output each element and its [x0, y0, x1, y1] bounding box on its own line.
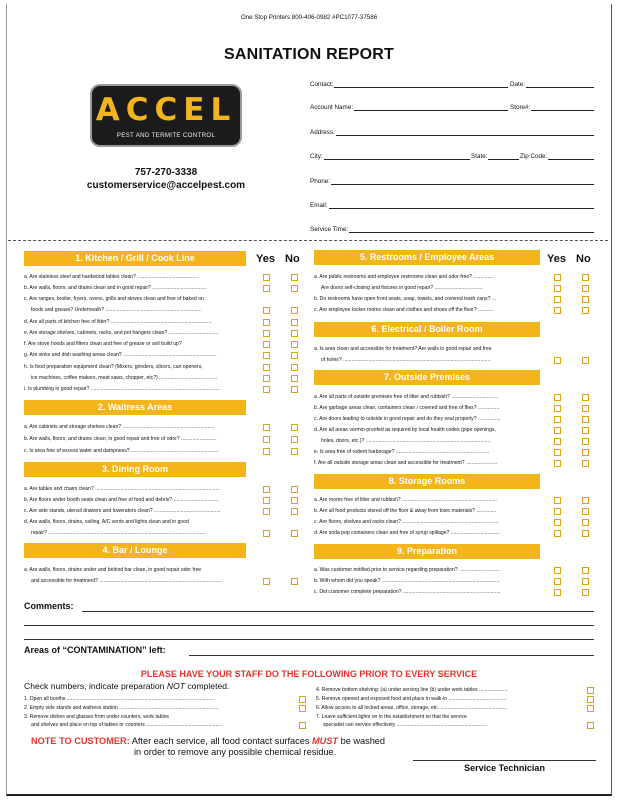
phone-label: Phone:: [310, 178, 330, 185]
store-number-label: Store#:: [510, 104, 531, 111]
kitchen-g-no-checkbox[interactable]: [291, 352, 298, 359]
account-name-label: Account Name:: [310, 104, 354, 111]
prep-item-3: 3. Remove dishes and glasses from under counters, work tables: [24, 714, 169, 720]
email-field[interactable]: [310, 202, 594, 209]
storage-b-yes-checkbox[interactable]: [554, 508, 561, 515]
service-time-label: Service Time:: [310, 226, 349, 233]
address-label: Address:: [310, 129, 335, 136]
dining-q-b: b. Are floors under booth seats clean and free of food and debris? ................................: [24, 497, 219, 503]
no-header-left: No: [285, 253, 300, 265]
company-email: customerservice@accelpest.com: [86, 180, 246, 191]
outside-e-yes-checkbox[interactable]: [554, 449, 561, 456]
zip-code-label: Zip Code:: [520, 153, 548, 160]
preparation-b-yes-checkbox[interactable]: [554, 578, 561, 585]
contamination-line[interactable]: [189, 655, 594, 656]
kitchen-q-h-cont: ice machines, coffee makers, meat saws, chopper, etc?) .........................................: [31, 375, 218, 381]
outside-c-yes-checkbox[interactable]: [554, 416, 561, 423]
preparation-b-no-checkbox[interactable]: [582, 578, 589, 585]
prep-item-4: 4. Remove bottom shelving: (a) under serving line (b) under work tables ....................: [316, 687, 508, 693]
service-time-field[interactable]: [310, 226, 594, 233]
comments-line-3[interactable]: [24, 639, 594, 640]
kitchen-q-e: e. Are storage shelves, cabinets, racks, and pot hangers clean? ...................................: [24, 330, 219, 336]
electrical-q-a: a. Is area clean and accessible for treatment? Are walls in good repair and free: [314, 346, 492, 352]
restrooms-c-no-checkbox[interactable]: [582, 307, 589, 314]
bar-a-no-checkbox[interactable]: [291, 578, 298, 585]
restrooms-c-yes-checkbox[interactable]: [554, 307, 561, 314]
prep-item-2: 2. Empty side stands and waitress station ......................................................................: [24, 705, 219, 711]
outside-q-e: e. Is area free of rodent harborage? ..................................................................: [314, 449, 490, 455]
check-instructions: [24, 681, 229, 691]
waitress-a-no-checkbox[interactable]: [291, 424, 298, 431]
waitress-c-yes-checkbox[interactable]: [263, 448, 270, 455]
kitchen-f-no-checkbox[interactable]: [291, 341, 298, 348]
city-label: City:: [310, 153, 323, 160]
address-field[interactable]: [310, 129, 594, 136]
kitchen-c-yes-checkbox[interactable]: [263, 307, 270, 314]
dining-a-no-checkbox[interactable]: [291, 486, 298, 493]
kitchen-d-yes-checkbox[interactable]: [263, 319, 270, 326]
kitchen-q-c-cont: foods and grease? Underneath? ....................................................................: [31, 307, 202, 313]
kitchen-e-no-checkbox[interactable]: [291, 330, 298, 337]
dining-b-no-checkbox[interactable]: [291, 497, 298, 504]
kitchen-b-yes-checkbox[interactable]: [263, 285, 270, 292]
dining-d-yes-checkbox[interactable]: [263, 530, 270, 537]
customer-note-line-2: in order to remove any possible chemical residue.: [134, 747, 337, 757]
kitchen-h1-yes-checkbox[interactable]: [263, 364, 270, 371]
kitchen-d-no-checkbox[interactable]: [291, 319, 298, 326]
outside-e-no-checkbox[interactable]: [582, 449, 589, 456]
restrooms-q-c: c. Are employee locker rooms clean and clothes and shoes off the floor? ...........: [314, 307, 494, 313]
email-label: Email:: [310, 202, 328, 209]
city-field[interactable]: [310, 153, 470, 160]
electrical-a-no-checkbox[interactable]: [582, 357, 589, 364]
kitchen-q-i: i. Is plumbing in good repair? ...........................................................................................: [24, 386, 220, 392]
staff-heading: PLEASE HAVE YOUR STAFF DO THE FOLLOWING PRIOR TO EVERY SERVICE: [140, 669, 478, 679]
date-field[interactable]: [510, 81, 594, 88]
kitchen-e-yes-checkbox[interactable]: [263, 330, 270, 337]
check-intro-not: NOT: [166, 681, 185, 691]
section-restrooms-title: 5. Restrooms / Employee Areas: [314, 250, 540, 265]
technician-label: Service Technician: [464, 763, 545, 773]
restrooms-q-a: a. Are public restrooms and employee restrooms clean and odor-free? ..............: [314, 274, 494, 280]
outside-a-no-checkbox[interactable]: [582, 394, 589, 401]
bar-a-yes-checkbox[interactable]: [263, 578, 270, 585]
prep-item-5: 5. Remove opened and exposed food and place in walk-in .........................................: [316, 696, 507, 702]
prep-1-checkbox[interactable]: [299, 696, 306, 703]
kitchen-i-no-checkbox[interactable]: [291, 386, 298, 393]
section-storage-title: 8. Storage Rooms: [314, 474, 540, 489]
restrooms-b-no-checkbox[interactable]: [582, 296, 589, 303]
kitchen-q-g: g. Are sinks and dish washing areas clean? ..................................................................: [24, 352, 217, 358]
outside-q-a: a. Are all parts of outside premises free of litter and rubbish? .................................: [314, 394, 499, 400]
kitchen-h2-no-checkbox[interactable]: [291, 375, 298, 382]
kitchen-h2-yes-checkbox[interactable]: [263, 375, 270, 382]
note-must: MUST: [312, 736, 339, 746]
kitchen-q-h: h. Is food preparation equipment clean? (Mixers, grinders, slicers, can openers,: [24, 364, 203, 370]
zip-code-field[interactable]: [520, 153, 594, 160]
preparation-c-no-checkbox[interactable]: [582, 589, 589, 596]
note-text-b: be washed: [338, 736, 386, 746]
dining-c-yes-checkbox[interactable]: [263, 508, 270, 515]
bar-q-a: a. Are walls, floors, drains under and behind bar clean, in good repair odor free: [24, 567, 202, 573]
bar-q-a-cont: and accessible for treatment? .......................................................................................: [31, 578, 223, 584]
outside-d1-no-checkbox[interactable]: [582, 427, 589, 434]
outside-f-yes-checkbox[interactable]: [554, 460, 561, 467]
prep-item-7: 7. Leave sufficient lights on in the establishment so that the service: [316, 714, 467, 720]
outside-c-no-checkbox[interactable]: [582, 416, 589, 423]
section-kitchen-title: 1. Kitchen / Grill / Cook Line: [24, 251, 246, 266]
restrooms-a1-yes-checkbox[interactable]: [554, 274, 561, 281]
printer-info: One Stop Printers 800-406-0982 #PC1077-37586: [240, 14, 378, 21]
restrooms-q-a2: Are doors self-closing and fixtures in good repair? ..................................: [321, 285, 483, 291]
restrooms-a1-no-checkbox[interactable]: [582, 274, 589, 281]
waitress-b-yes-checkbox[interactable]: [263, 436, 270, 443]
kitchen-g-yes-checkbox[interactable]: [263, 352, 270, 359]
outside-q-c: c. Are doors leading to outside in good repair and do they seal properly? ................: [314, 416, 501, 422]
contact-label: Contact:: [310, 81, 334, 88]
company-phone: 757-270-3338: [134, 167, 198, 178]
prep-item-3-cont: and shelves and place on top of tables or counters ......................................................: [31, 722, 223, 728]
yes-header-left: Yes: [256, 253, 275, 265]
section-outside-title: 7. Outside Premises: [314, 370, 540, 385]
kitchen-q-f: f. Are stove hoods and filters clean and free of grease or soil build up?: [24, 341, 182, 347]
check-intro-end: completed.: [184, 681, 230, 691]
state-label: State:: [471, 153, 488, 160]
kitchen-h1-no-checkbox[interactable]: [291, 364, 298, 371]
dining-c-no-checkbox[interactable]: [291, 508, 298, 515]
preparation-a-no-checkbox[interactable]: [582, 567, 589, 574]
waitress-b-no-checkbox[interactable]: [291, 436, 298, 443]
waitress-a-yes-checkbox[interactable]: [263, 424, 270, 431]
note-text-a: After each service, all food contact surfaces: [129, 736, 312, 746]
prep-item-6: 6. Allow access to all locked areas, office, storage, etc. ...............................................: [316, 705, 507, 711]
preparation-c-yes-checkbox[interactable]: [554, 589, 561, 596]
phone-field[interactable]: [310, 178, 594, 185]
preparation-a-yes-checkbox[interactable]: [554, 567, 561, 574]
outside-b-no-checkbox[interactable]: [582, 405, 589, 412]
state-field[interactable]: [471, 153, 519, 160]
dining-q-a: a. Are tables and chairs clean? ........................................................................................: [24, 486, 220, 492]
outside-q-b: b. Are garbage areas clean, containers clean / covered and free of flies? ...............: [314, 405, 500, 411]
section-dining-title: 3. Dining Room: [24, 462, 246, 477]
electrical-a-yes-checkbox[interactable]: [554, 357, 561, 364]
kitchen-b-no-checkbox[interactable]: [291, 285, 298, 292]
storage-d-yes-checkbox[interactable]: [554, 530, 561, 537]
prep-6-checkbox[interactable]: [587, 705, 594, 712]
outside-a-yes-checkbox[interactable]: [554, 394, 561, 401]
outside-d2-no-checkbox[interactable]: [582, 438, 589, 445]
section-preparation-title: 9. Preparation: [314, 544, 540, 559]
dining-q-c: c. Are side stands, utensil drawers and lowerators clean? ...............................................: [24, 508, 221, 514]
restrooms-a2-no-checkbox[interactable]: [582, 285, 589, 292]
kitchen-a-no-checkbox[interactable]: [291, 274, 298, 281]
contact-field[interactable]: [310, 81, 508, 88]
dining-q-d-cont: repair? ...............................................................................................................: [31, 530, 206, 536]
contamination-label: Areas of “CONTAMINATION” left:: [24, 645, 166, 655]
technician-signature-line[interactable]: [413, 760, 596, 761]
dining-d-no-checkbox[interactable]: [291, 530, 298, 537]
kitchen-i-yes-checkbox[interactable]: [263, 386, 270, 393]
waitress-q-c: c. Is area free of excess water and dampness? ..............................................................: [24, 448, 219, 454]
storage-c-no-checkbox[interactable]: [582, 519, 589, 526]
outside-q-f: f. Are all outside storage areas clean and accessible for treatment? ......................: [314, 460, 498, 466]
restrooms-q-b: b. Do restrooms have open front seats, soap, towels, and covered trash cans? ...: [314, 296, 497, 302]
outside-d1-yes-checkbox[interactable]: [554, 427, 561, 434]
storage-b-no-checkbox[interactable]: [582, 508, 589, 515]
store-number-field[interactable]: [510, 104, 594, 111]
prep-item-1: 1. Open all booths ........................................................................................................: [24, 696, 214, 702]
electrical-q-a-cont: of holes? ........................................................................................................: [321, 357, 491, 363]
waitress-q-a: a. Are cabinets and storage shelves clean? .................................................................: [24, 424, 215, 430]
comments-line-1[interactable]: [82, 611, 594, 612]
kitchen-a-yes-checkbox[interactable]: [263, 274, 270, 281]
prep-4-checkbox[interactable]: [587, 687, 594, 694]
restrooms-b-yes-checkbox[interactable]: [554, 296, 561, 303]
logo-wordmark: ACCEL: [95, 92, 237, 128]
section-divider: [8, 240, 608, 241]
storage-c-yes-checkbox[interactable]: [554, 519, 561, 526]
dining-q-d: d. Are walls, floors, drains, ceiling, A/C vents and lights clean and in good: [24, 519, 189, 525]
prep-5-checkbox[interactable]: [587, 696, 594, 703]
preparation-q-b: b. With whom did you speak? ...................................................................................: [314, 578, 500, 584]
kitchen-q-a: a. Are stainless steel and hardwood tables clean? ...........................................: [24, 274, 199, 280]
storage-a-no-checkbox[interactable]: [582, 497, 589, 504]
outside-f-no-checkbox[interactable]: [582, 460, 589, 467]
storage-d-no-checkbox[interactable]: [582, 530, 589, 537]
no-header-right: No: [576, 253, 591, 265]
restrooms-a2-yes-checkbox[interactable]: [554, 285, 561, 292]
section-bar-title: 4. Bar / Lounge: [24, 543, 246, 558]
storage-a-yes-checkbox[interactable]: [554, 497, 561, 504]
comments-line-2[interactable]: [24, 625, 594, 626]
page-title: SANITATION REPORT: [224, 46, 394, 63]
kitchen-q-b: b. Are walls, floors, and drains clean and in good repair? ......................................: [24, 285, 207, 291]
yes-header-right: Yes: [547, 253, 566, 265]
logo-tagline: PEST AND TERMITE CONTROL: [116, 132, 216, 139]
preparation-q-c: c. Did customer complete preparation? .....................................................................: [314, 589, 501, 595]
kitchen-q-c: c. Are ranges, broiler, fryers, ovens, grills and stoves clean and free of baked on: [24, 296, 204, 302]
outside-b-yes-checkbox[interactable]: [554, 405, 561, 412]
storage-q-c: c. Are floors, shelves and racks clean? ....................................................................: [314, 519, 499, 525]
prep-3-checkbox[interactable]: [299, 722, 306, 729]
comments-label: Comments:: [24, 601, 74, 611]
prep-2-checkbox[interactable]: [299, 705, 306, 712]
check-intro: Check numbers, indicate preparation: [24, 681, 167, 691]
kitchen-c-no-checkbox[interactable]: [291, 307, 298, 314]
dining-b-yes-checkbox[interactable]: [263, 497, 270, 504]
prep-7-checkbox[interactable]: [587, 722, 594, 729]
kitchen-f-yes-checkbox[interactable]: [263, 341, 270, 348]
waitress-q-b: b. Are walls, floors, and drains clean, in good repair and free of odor? .........................: [24, 436, 217, 442]
dining-a-yes-checkbox[interactable]: [263, 486, 270, 493]
section-waitress-title: 2. Waitress Areas: [24, 400, 246, 415]
preparation-q-a: a. Was customer notified prior to service regarding preparation? .............................: [314, 567, 501, 573]
company-logo: [90, 84, 242, 147]
storage-q-d: d. Are soda pop containers clean and free of syrup spillage? ...................................: [314, 530, 501, 536]
section-electrical-title: 6. Electrical / Boiler Room: [314, 322, 540, 337]
outside-q-d: d. Are all areas vermin-proofed as required by local health codes (pipe openings,: [314, 427, 496, 433]
note-label: NOTE TO CUSTOMER:: [31, 736, 130, 746]
account-name-field[interactable]: [310, 104, 508, 111]
storage-q-a: a. Are rooms free of litter and rubbish? ...................................................................: [314, 497, 497, 503]
outside-d2-yes-checkbox[interactable]: [554, 438, 561, 445]
storage-q-b: b. Are all food products stored off the floor & away from toxic materials? ..............: [314, 508, 497, 514]
prep-item-7-cont: specialist can service effectively ................................................................: [323, 722, 488, 728]
date-label: Date:: [510, 81, 526, 88]
kitchen-q-d: d. Are all parts of kitchen free of litter? .......................................................................: [24, 319, 212, 325]
outside-q-d-cont: holes, doors, etc.)? ........................................................................................: [321, 438, 491, 444]
customer-note: [31, 736, 385, 746]
waitress-c-no-checkbox[interactable]: [291, 448, 298, 455]
